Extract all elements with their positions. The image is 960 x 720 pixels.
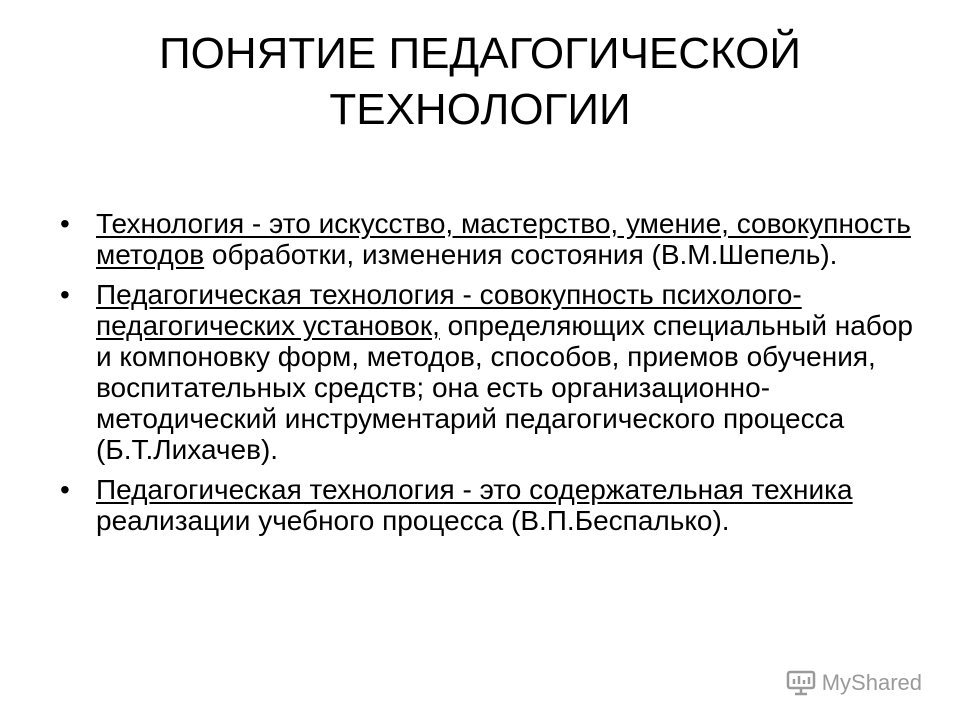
title-line-1: ПОНЯТИЕ ПЕДАГОГИЧЕСКОЙ [158,29,802,78]
bullet-item [60,279,920,465]
bullet-underlined-text: Педагогическая технология - это содержательная техника [96,474,853,505]
bullet-dot: • [60,208,70,239]
bullet-list [60,208,920,545]
bullet-underlined-text: Педагогическая технология - совокупность психолого-педагогических установок, [96,279,802,341]
bullet-underlined-text: Технология - это искусство, мастерство, умение, совокупность методов [96,208,911,270]
watermark [786,670,922,696]
bullet-text: реализации учебного процесса (В.П.Беспалько). [96,505,730,536]
bullet-dot: • [60,474,70,505]
bullet-item [60,208,920,270]
bullet-dot: • [60,279,70,310]
slide-title [0,26,960,138]
presentation-board-icon [786,670,816,696]
watermark-text: MyShared [821,670,922,695]
bullet-text: определяющих специальный набор и компоновку форм, методов, способов, приемов обучения, воспитательных средств; она есть организационно-методический инструментарий педагогического процесса (Б.Т.Лихачев). [96,310,913,465]
bullet-item [60,474,920,536]
title-line-2: ТЕХНОЛОГИИ [329,85,631,134]
bullet-text: обработки, изменения состояния (В.М.Шепель). [204,239,838,270]
